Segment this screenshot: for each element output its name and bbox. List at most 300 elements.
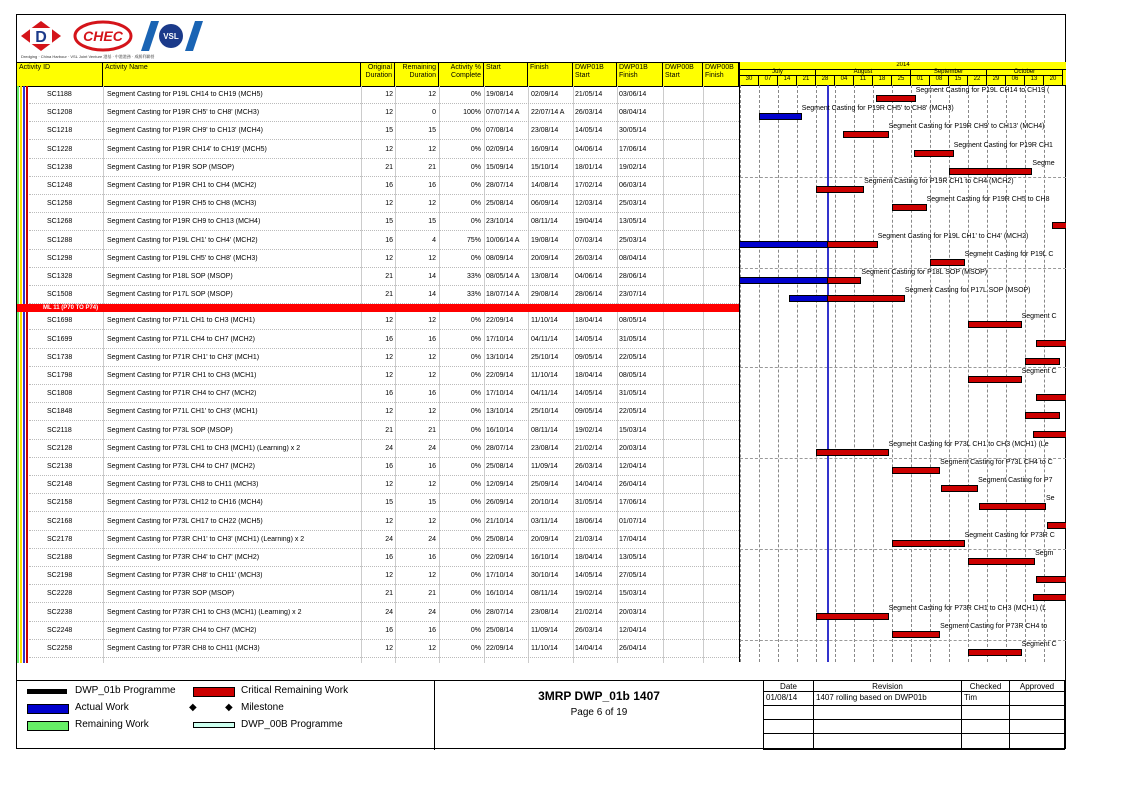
activity-name: Segment Casting for P73L CH4 to CH7 (MCH2) bbox=[107, 463, 255, 470]
dwp01b-start: 17/02/14 bbox=[575, 182, 603, 189]
timescale-week: 29 bbox=[987, 76, 1006, 85]
revision-empty-cell bbox=[1010, 734, 1065, 750]
original-duration: 16 bbox=[385, 236, 393, 244]
activity-name: Segment Casting for P73R CH4' to CH7' (MCH2) bbox=[107, 554, 260, 561]
activity-name: Segment Casting for P19L CH1' to CH4' (MCH2) bbox=[107, 236, 258, 244]
timescale-week: 15 bbox=[949, 76, 968, 85]
activity-name: Segment Casting for P73R SOP (MSOP) bbox=[107, 590, 235, 598]
dwp01b-finish: 12/04/14 bbox=[619, 463, 647, 470]
original-duration: 16 bbox=[385, 626, 393, 634]
gantt-row-separator bbox=[740, 640, 1066, 641]
dwp00b-legend-swatch bbox=[193, 722, 235, 728]
finish-date: 20/09/14 bbox=[531, 254, 559, 262]
start-date: 25/08/14 bbox=[486, 626, 514, 634]
original-duration: 24 bbox=[385, 535, 393, 543]
remaining-duration: 12 bbox=[428, 353, 436, 361]
finish-date: 16/09/14 bbox=[531, 145, 559, 153]
dwp01b-start: 14/04/14 bbox=[575, 481, 603, 489]
activity-id: SC1288 bbox=[47, 236, 73, 244]
dwp01b-finish: 06/03/14 bbox=[619, 182, 647, 189]
activity-row[interactable] bbox=[17, 141, 739, 159]
activity-row[interactable] bbox=[17, 513, 739, 531]
week-gridline bbox=[930, 85, 931, 662]
timescale-header bbox=[740, 62, 1066, 86]
activity-id: SC2158 bbox=[47, 499, 73, 507]
legend-dwp00b: DWP_00B Programme bbox=[241, 719, 343, 730]
logo-strip bbox=[17, 15, 717, 63]
percent-complete: 0% bbox=[470, 626, 481, 634]
dwp01b-start: 26/03/14 bbox=[575, 109, 603, 117]
wbs-band[interactable] bbox=[17, 304, 739, 312]
timescale-week: 06 bbox=[1006, 76, 1025, 85]
activity-row[interactable] bbox=[17, 232, 739, 250]
milestone-diamond-icon: ◆ bbox=[189, 702, 197, 713]
gantt-bar-label: Segment Casting for P19R CH5' to CH8' (MCH3) bbox=[801, 105, 954, 113]
dwp01b-start: 31/05/14 bbox=[575, 499, 603, 507]
original-duration: 15 bbox=[385, 218, 393, 226]
start-date: 22/09/14 bbox=[486, 645, 514, 652]
remaining-duration: 16 bbox=[428, 182, 436, 189]
activity-row[interactable] bbox=[17, 213, 739, 231]
finish-date: 08/11/14 bbox=[531, 218, 558, 226]
percent-complete: 0% bbox=[470, 499, 481, 507]
start-date: 22/09/14 bbox=[486, 372, 514, 379]
col-dwp00b-start[interactable]: DWP00B Start bbox=[663, 63, 703, 86]
critical-remaining-bar[interactable] bbox=[816, 186, 864, 193]
dwp01b-finish: 03/06/14 bbox=[619, 91, 647, 98]
activity-row[interactable] bbox=[17, 531, 739, 549]
remaining-legend-swatch bbox=[27, 721, 69, 731]
critical-remaining-bar[interactable] bbox=[827, 241, 878, 248]
gantt-bar-label: Segment Casting for P19R CH1 bbox=[953, 141, 1053, 149]
activity-row[interactable] bbox=[17, 286, 739, 304]
col-activity-id[interactable]: Activity ID bbox=[17, 63, 103, 86]
dwp01b-start: 26/03/14 bbox=[575, 254, 603, 262]
dwp01b-start: 07/03/14 bbox=[575, 236, 603, 244]
percent-complete: 75% bbox=[466, 236, 481, 244]
remaining-duration: 16 bbox=[428, 335, 436, 343]
activity-id: SC2138 bbox=[47, 463, 73, 470]
start-date: 25/08/14 bbox=[486, 535, 514, 543]
activity-id: SC1738 bbox=[47, 353, 73, 361]
activity-row[interactable] bbox=[17, 494, 739, 512]
dwp01b-finish: 15/03/14 bbox=[619, 426, 647, 434]
gantt-row-separator bbox=[740, 367, 1066, 368]
gantt-bar-label: Segment Casting for P19L CH1' to CH4' (MCH2) bbox=[877, 232, 1029, 240]
finish-date: 25/09/14 bbox=[531, 481, 559, 489]
critical-remaining-bar[interactable] bbox=[892, 540, 965, 547]
dwp01b-finish: 08/04/14 bbox=[619, 109, 647, 117]
dwp01b-start: 14/05/14 bbox=[575, 390, 603, 398]
revision-header-revision: Revision bbox=[814, 681, 962, 692]
critical-remaining-bar[interactable] bbox=[892, 467, 940, 474]
col-dwp01b-finish[interactable]: DWP01B Finish bbox=[617, 63, 663, 86]
finish-date: 04/11/14 bbox=[531, 390, 558, 398]
activity-name: Segment Casting for P71R CH4 to CH7 (MCH2) bbox=[107, 390, 257, 398]
revision-empty-cell bbox=[814, 734, 962, 750]
timescale-week: 30 bbox=[740, 76, 759, 85]
critical-remaining-bar[interactable] bbox=[941, 485, 978, 492]
critical-remaining-bar[interactable] bbox=[1036, 576, 1066, 583]
activity-id: SC1218 bbox=[47, 127, 73, 135]
finish-date: 11/09/14 bbox=[531, 463, 558, 470]
activity-row[interactable] bbox=[17, 331, 739, 349]
start-date: 28/07/14 bbox=[486, 182, 514, 189]
critical-remaining-bar[interactable] bbox=[1025, 358, 1060, 365]
activity-row[interactable] bbox=[17, 422, 739, 440]
legend-milestone: Milestone bbox=[241, 702, 284, 713]
activity-row[interactable] bbox=[17, 367, 739, 385]
col-activity-name[interactable]: Activity Name bbox=[103, 63, 361, 86]
activity-name: Segment Casting for P73R CH8 to CH11 (MCH3) bbox=[107, 645, 260, 652]
start-date: 16/10/14 bbox=[486, 590, 514, 598]
gantt-bar-label: Segment Casting for P18L SOP (MSOP) bbox=[861, 269, 988, 276]
dwp01b-finish: 08/05/14 bbox=[619, 372, 647, 379]
remaining-duration: 12 bbox=[428, 91, 436, 98]
dwp01b-start: 14/05/14 bbox=[575, 572, 603, 580]
critical-remaining-bar[interactable] bbox=[892, 204, 927, 211]
percent-complete: 0% bbox=[470, 572, 481, 580]
original-duration: 16 bbox=[385, 554, 393, 561]
dwp01b-finish: 28/06/14 bbox=[619, 273, 647, 280]
critical-remaining-bar[interactable] bbox=[949, 168, 1032, 175]
start-date: 17/10/14 bbox=[486, 572, 514, 580]
percent-complete: 0% bbox=[470, 535, 481, 543]
remaining-duration: 12 bbox=[428, 408, 436, 416]
activity-row[interactable] bbox=[17, 268, 739, 286]
timescale-week: 11 bbox=[854, 76, 873, 85]
activity-id: SC2228 bbox=[47, 590, 73, 598]
revision-date: 01/08/14 bbox=[764, 692, 814, 706]
finish-date: 16/10/14 bbox=[531, 554, 559, 561]
finish-date: 22/07/14 A bbox=[531, 109, 565, 117]
dwp01b-start: 19/02/14 bbox=[575, 426, 603, 434]
week-gridline bbox=[759, 85, 760, 662]
remaining-duration: 21 bbox=[428, 163, 436, 171]
activity-row[interactable] bbox=[17, 549, 739, 567]
start-date: 17/10/14 bbox=[486, 335, 514, 343]
dwp01b-finish: 12/04/14 bbox=[619, 626, 647, 634]
actual-work-bar[interactable] bbox=[759, 113, 802, 120]
week-gridline bbox=[797, 85, 798, 662]
activity-name: Segment Casting for P71R CH1 to CH3 (MCH1) bbox=[107, 372, 257, 379]
original-duration: 12 bbox=[385, 517, 393, 525]
activity-name: Segment Casting for P71L CH1' to CH3' (MCH1) bbox=[107, 408, 258, 416]
start-date: 26/09/14 bbox=[486, 499, 514, 507]
percent-complete: 0% bbox=[470, 463, 481, 470]
remaining-duration: 0 bbox=[432, 109, 436, 117]
remaining-duration: 12 bbox=[428, 372, 436, 379]
revision-header-checked: Checked bbox=[962, 681, 1010, 692]
activity-id: SC1798 bbox=[47, 372, 73, 379]
activity-name: Segment Casting for P73L CH12 to CH16 (MCH4) bbox=[107, 499, 263, 507]
start-date: 25/08/14 bbox=[486, 463, 514, 470]
critical-remaining-bar[interactable] bbox=[816, 613, 889, 620]
dwp01b-finish: 08/05/14 bbox=[619, 317, 647, 325]
remaining-duration: 21 bbox=[428, 590, 436, 598]
percent-complete: 0% bbox=[470, 372, 481, 379]
week-gridline bbox=[835, 85, 836, 662]
critical-remaining-bar[interactable] bbox=[930, 259, 965, 266]
critical-remaining-bar[interactable] bbox=[968, 558, 1035, 565]
activity-id: SC1268 bbox=[47, 218, 73, 226]
remaining-duration: 12 bbox=[428, 317, 436, 325]
dwp01b-finish: 26/04/14 bbox=[619, 481, 647, 489]
finish-date: 11/09/14 bbox=[531, 626, 558, 634]
dwp01b-finish: 27/05/14 bbox=[619, 572, 647, 580]
activity-row[interactable] bbox=[17, 585, 739, 603]
dwp01b-finish: 22/05/14 bbox=[619, 353, 647, 361]
start-date: 22/09/14 bbox=[486, 317, 514, 325]
revision-table bbox=[764, 681, 1065, 750]
critical-remaining-bar[interactable] bbox=[1047, 522, 1066, 529]
activity-id: SC1848 bbox=[47, 408, 73, 416]
d-logo-text: D bbox=[35, 29, 47, 46]
remaining-duration: 24 bbox=[428, 608, 436, 616]
activity-row[interactable] bbox=[17, 104, 739, 122]
start-date: 25/08/14 bbox=[486, 200, 514, 208]
original-duration: 21 bbox=[385, 273, 393, 280]
activity-row[interactable] bbox=[17, 458, 739, 476]
vsl-logo-text: VSL bbox=[163, 32, 179, 41]
remaining-duration: 16 bbox=[428, 463, 436, 470]
dwp01b-start: 26/03/14 bbox=[575, 626, 603, 634]
original-duration: 21 bbox=[385, 163, 393, 171]
activity-row[interactable] bbox=[17, 640, 739, 658]
week-gridline bbox=[873, 85, 874, 662]
finish-date: 29/08/14 bbox=[531, 291, 559, 299]
dwp01b-finish: 17/06/14 bbox=[619, 145, 647, 153]
critical-remaining-bar[interactable] bbox=[1036, 394, 1066, 401]
dwp01b-finish: 19/02/14 bbox=[619, 163, 647, 171]
timescale-week: 28 bbox=[816, 76, 835, 85]
activity-row[interactable] bbox=[17, 195, 739, 213]
start-date: 02/09/14 bbox=[486, 145, 514, 153]
percent-complete: 0% bbox=[470, 590, 481, 598]
activity-row[interactable] bbox=[17, 476, 739, 494]
timescale-month: September bbox=[911, 69, 987, 76]
week-gridline bbox=[854, 85, 855, 662]
activity-id: SC1228 bbox=[47, 145, 73, 153]
percent-complete: 0% bbox=[470, 645, 481, 652]
activity-row[interactable] bbox=[17, 122, 739, 140]
logo-caption: Dredging · China Harbour · VSL Joint Venture 港基 · 中港港務 · 威勝利聯營 bbox=[21, 54, 155, 59]
critical-remaining-bar[interactable] bbox=[1033, 594, 1066, 601]
percent-complete: 0% bbox=[470, 554, 481, 561]
percent-complete: 0% bbox=[470, 608, 481, 616]
dwp01b-start: 09/05/14 bbox=[575, 408, 603, 416]
activity-row[interactable] bbox=[17, 385, 739, 403]
dwp01b-start: 19/04/14 bbox=[575, 218, 603, 226]
critical-remaining-bar[interactable] bbox=[1033, 431, 1066, 438]
critical-remaining-bar[interactable] bbox=[914, 150, 954, 157]
critical-remaining-bar[interactable] bbox=[1052, 222, 1066, 229]
timescale-month: July bbox=[740, 69, 816, 76]
dwp01b-start: 18/04/14 bbox=[575, 554, 603, 561]
activity-row[interactable] bbox=[17, 250, 739, 268]
schedule-sheet bbox=[16, 14, 1066, 749]
dwp01b-finish: 15/03/14 bbox=[619, 590, 647, 598]
actual-work-bar[interactable] bbox=[739, 277, 829, 284]
timescale-week: 25 bbox=[892, 76, 911, 85]
revision-empty-cell bbox=[764, 706, 814, 720]
activity-name: Segment Casting for P19R CH9' to CH13' (MCH4) bbox=[107, 127, 263, 135]
dwp01b-start: 21/02/14 bbox=[575, 608, 603, 616]
activity-name: Segment Casting for P71L CH4 to CH7 (MCH2) bbox=[107, 335, 255, 343]
dwp01b-finish: 17/04/14 bbox=[619, 535, 647, 543]
remaining-duration: 12 bbox=[428, 254, 436, 262]
footer bbox=[17, 680, 1065, 750]
week-gridline bbox=[778, 85, 779, 662]
gantt-bar-label: Segment C bbox=[1021, 641, 1057, 648]
critical-remaining-bar[interactable] bbox=[892, 631, 940, 638]
col-finish[interactable]: Finish bbox=[528, 63, 573, 86]
critical-remaining-bar[interactable] bbox=[816, 449, 889, 456]
finish-date: 23/08/14 bbox=[531, 444, 559, 452]
dwp01b-finish: 20/03/14 bbox=[619, 444, 647, 452]
activity-row[interactable] bbox=[17, 604, 739, 622]
activity-id: SC1258 bbox=[47, 200, 73, 208]
start-date: 12/09/14 bbox=[486, 481, 514, 489]
revision-header-approved: Approved bbox=[1010, 681, 1065, 692]
activity-name: Segment Casting for P19R CH5 to CH8 (MCH3) bbox=[107, 200, 257, 208]
dwp01b-start: 04/06/14 bbox=[575, 273, 603, 280]
dwp01b-start: 19/02/14 bbox=[575, 590, 603, 598]
finish-date: 15/10/14 bbox=[531, 163, 559, 171]
remaining-duration: 15 bbox=[428, 127, 436, 135]
remaining-duration: 4 bbox=[432, 236, 436, 244]
start-date: 22/09/14 bbox=[486, 554, 514, 561]
original-duration: 12 bbox=[385, 145, 393, 153]
gantt-bar-label: Segment Casting for P7 bbox=[978, 477, 1053, 485]
activity-name: Segment Casting for P73L CH1 to CH3 (MCH1) (Learning) x 2 bbox=[107, 444, 301, 452]
finish-date: 13/08/14 bbox=[531, 273, 559, 280]
dwp01b-start: 21/05/14 bbox=[575, 91, 603, 98]
activity-row[interactable] bbox=[17, 567, 739, 585]
activity-id: SC1248 bbox=[47, 182, 73, 189]
revision-checked: Tim bbox=[962, 692, 1010, 706]
remaining-duration: 12 bbox=[428, 481, 436, 489]
finish-date: 08/11/14 bbox=[531, 426, 558, 434]
percent-complete: 0% bbox=[470, 91, 481, 98]
percent-complete: 0% bbox=[470, 390, 481, 398]
percent-complete: 0% bbox=[470, 444, 481, 452]
col-start[interactable]: Start bbox=[484, 63, 528, 86]
activity-row[interactable] bbox=[17, 349, 739, 367]
activity-id: SC2198 bbox=[47, 572, 73, 580]
column-header-row bbox=[17, 62, 739, 87]
critical-remaining-bar[interactable] bbox=[979, 503, 1046, 510]
percent-complete: 0% bbox=[470, 317, 481, 325]
activity-name: Segment Casting for P73L SOP (MSOP) bbox=[107, 426, 233, 434]
finish-date: 08/11/14 bbox=[531, 590, 558, 598]
revision-empty-cell bbox=[1010, 720, 1065, 734]
timescale-year: 2014 bbox=[740, 62, 1066, 70]
critical-remaining-bar[interactable] bbox=[827, 295, 905, 302]
finish-date: 30/10/14 bbox=[531, 572, 559, 580]
col-dwp00b-finish[interactable]: DWP00B Finish bbox=[703, 63, 739, 86]
original-duration: 16 bbox=[385, 182, 393, 189]
critical-remaining-bar[interactable] bbox=[1036, 340, 1066, 347]
col-original-duration[interactable]: Original Duration bbox=[361, 63, 395, 86]
timescale-week: 22 bbox=[968, 76, 987, 85]
activity-row[interactable] bbox=[17, 622, 739, 640]
revision-empty-cell bbox=[962, 734, 1010, 750]
revision-empty-cell bbox=[814, 706, 962, 720]
dwp01b-finish: 17/06/14 bbox=[619, 499, 647, 507]
gantt-bar-label: Segment Casting for P19R CH1 to CH4 (MCH2) bbox=[864, 178, 1014, 185]
col-percent-complete[interactable]: Activity % Complete bbox=[439, 63, 484, 86]
dwp01b-finish: 20/03/14 bbox=[619, 608, 647, 616]
finish-date: 11/10/14 bbox=[531, 317, 558, 325]
remaining-duration: 12 bbox=[428, 145, 436, 153]
dwp01b-finish: 13/05/14 bbox=[619, 554, 647, 561]
gantt-bar-label: Segment C bbox=[1021, 368, 1057, 375]
revision-empty-cell bbox=[962, 720, 1010, 734]
timescale-week: 13 bbox=[1025, 76, 1044, 85]
actual-work-bar[interactable] bbox=[739, 241, 829, 248]
activity-row[interactable] bbox=[17, 177, 739, 195]
activity-id: SC1699 bbox=[47, 335, 73, 343]
critical-remaining-bar[interactable] bbox=[843, 131, 888, 138]
revision-header-date: Date bbox=[764, 681, 814, 692]
dwp01b-start: 14/05/14 bbox=[575, 335, 603, 343]
gantt-bar-label: Segment C bbox=[1021, 313, 1057, 321]
activity-row[interactable] bbox=[17, 403, 739, 421]
gantt-bar-label: Se bbox=[1046, 495, 1055, 503]
start-date: 19/08/14 bbox=[486, 91, 514, 98]
activity-name: Segment Casting for P71R CH1' to CH3' (MCH1) bbox=[107, 353, 260, 361]
original-duration: 24 bbox=[385, 444, 393, 452]
row-gridline bbox=[29, 657, 739, 658]
col-dwp01b-start[interactable]: DWP01B Start bbox=[573, 63, 617, 86]
col-remaining-duration[interactable]: Remaining Duration bbox=[395, 63, 439, 86]
critical-remaining-bar[interactable] bbox=[827, 277, 862, 284]
revision-text: 1407 rolling based on DWP01b bbox=[814, 692, 962, 706]
activity-row[interactable] bbox=[17, 440, 739, 458]
start-date: 07/08/14 bbox=[486, 127, 514, 135]
critical-remaining-bar[interactable] bbox=[968, 376, 1022, 383]
remaining-duration: 15 bbox=[428, 218, 436, 226]
actual-work-bar[interactable] bbox=[789, 295, 829, 302]
dwp01b-finish: 26/04/14 bbox=[619, 645, 647, 652]
data-date-line bbox=[827, 85, 829, 662]
activity-name: Segment Casting for P19R CH9 to CH13 (MCH4) bbox=[107, 218, 261, 226]
start-date: 08/09/14 bbox=[486, 254, 514, 262]
activity-row[interactable] bbox=[17, 312, 739, 330]
original-duration: 16 bbox=[385, 463, 393, 470]
activity-row[interactable] bbox=[17, 86, 739, 104]
finish-date: 14/08/14 bbox=[531, 182, 559, 189]
remaining-duration: 24 bbox=[428, 444, 436, 452]
legend-remaining: Remaining Work bbox=[75, 719, 149, 730]
critical-remaining-bar[interactable] bbox=[968, 649, 1022, 656]
activity-row[interactable] bbox=[17, 159, 739, 177]
dwp01b-start: 21/02/14 bbox=[575, 444, 603, 452]
dwp01b-finish: 31/05/14 bbox=[619, 335, 647, 343]
critical-remaining-bar[interactable] bbox=[1025, 412, 1060, 419]
percent-complete: 0% bbox=[470, 408, 481, 416]
start-date: 08/05/14 A bbox=[486, 273, 520, 280]
start-date: 16/10/14 bbox=[486, 426, 514, 434]
finish-date: 11/10/14 bbox=[531, 372, 558, 379]
original-duration: 12 bbox=[385, 254, 393, 262]
percent-complete: 0% bbox=[470, 481, 481, 489]
critical-remaining-bar[interactable] bbox=[968, 321, 1022, 328]
activity-name: Segment Casting for P18L SOP (MSOP) bbox=[107, 273, 233, 280]
critical-remaining-bar[interactable] bbox=[876, 95, 916, 102]
timescale-month: October bbox=[987, 69, 1063, 76]
